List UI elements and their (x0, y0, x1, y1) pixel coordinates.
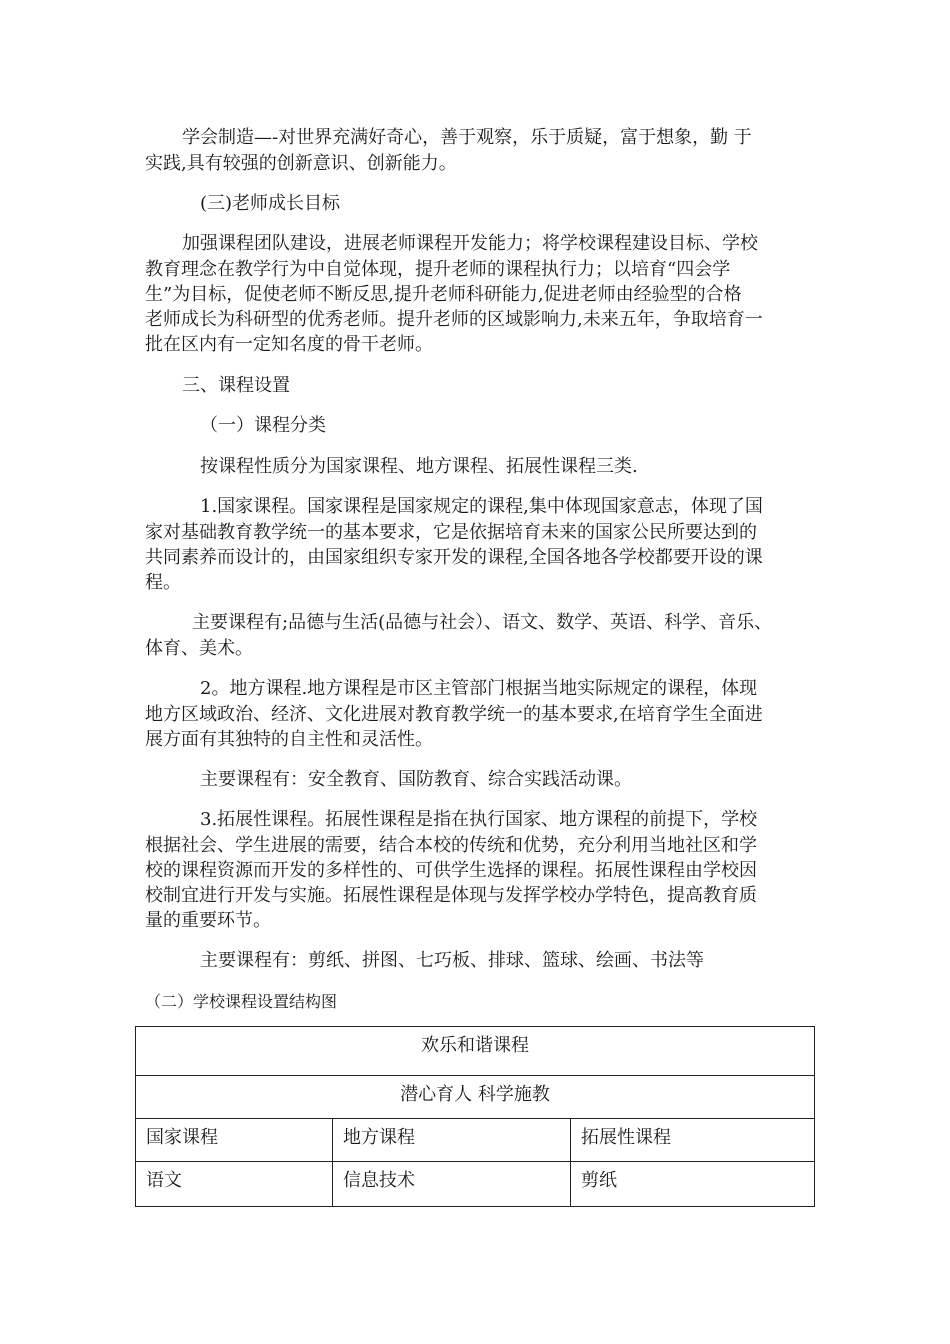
curriculum-structure-table (135, 1026, 815, 1207)
table-row (136, 1027, 815, 1076)
table-header-row (136, 1119, 815, 1162)
paragraph-line: 2。地方课程.地方课程是市区主管部门根据当地实际规定的课程，体现 (200, 678, 758, 699)
paragraph-line: 学会制造—-对世界充满好奇心，善于观察，乐于质疑，富于想象，勤 于 (182, 127, 752, 148)
paragraph-line: 主要课程有：安全教育、国防教育、综合实践活动课。 (200, 769, 632, 790)
table-header-cell: 拓展性课程 (571, 1119, 815, 1162)
section-heading-teacher-goals: (三)老师成长目标 (200, 193, 341, 214)
paragraph-line: 校制宜进行开发与实施。拓展性课程是体现与发挥学校办学特色，提高教育质 (145, 885, 757, 906)
paragraph-line: 批在区内有一定知名度的骨干老师。 (145, 334, 433, 355)
paragraph-line: 家对基础教育教学统一的基本要求，它是依据培育未来的国家公民所要达到的 (145, 522, 757, 543)
table-cell: 语文 (136, 1162, 333, 1207)
paragraph-line: 按课程性质分为国家课程、地方课程、拓展性课程三类. (200, 456, 638, 477)
paragraph-line: 体育、美术。 (145, 638, 253, 659)
paragraph-line: 主要课程有;品德与生活(品德与社会）、语文、数学、英语、科学、音乐、 (192, 612, 773, 633)
table-subtitle-cell: 潜心育人 科学施教 (136, 1076, 815, 1119)
table-cell: 信息技术 (333, 1162, 571, 1207)
subsection-heading-classification: （一）课程分类 (200, 415, 326, 436)
paragraph-line: 量的重要环节。 (145, 910, 271, 931)
paragraph-line: 根据社会、学生进展的需要，结合本校的传统和优势，充分利用当地社区和学 (145, 835, 757, 856)
paragraph-line: 教育理念在教学行为中自觉体现，提升老师的课程执行力；以培育“四会学 (145, 259, 731, 280)
table-header-cell: 国家课程 (136, 1119, 333, 1162)
paragraph-line: 校的课程资源而开发的多样性的、可供学生选择的课程。拓展性课程由学校因 (145, 860, 757, 881)
paragraph-line: 共同素养而设计的，由国家组织专家开发的课程,全国各地各学校都要开设的课 (145, 547, 763, 568)
subsection-heading-structure: （二）学校课程设置结构图 (145, 992, 338, 1011)
paragraph-line: 生”为目标，促使老师不断反思,提升老师科研能力,促进老师由经验型的合格 (145, 284, 742, 305)
table-title-cell: 欢乐和谐课程 (136, 1027, 815, 1076)
paragraph-line: 3.拓展性课程。拓展性课程是指在执行国家、地方课程的前提下，学校 (200, 809, 758, 830)
paragraph-line: 主要课程有：剪纸、拼图、七巧板、排球、篮球、绘画、书法等 (200, 950, 704, 971)
paragraph-line: 1.国家课程。国家课程是国家规定的课程,集中体现国家意志，体现了国 (200, 496, 763, 517)
paragraph-line: 实践,具有较强的创新意识、创新能力。 (145, 153, 457, 174)
table-row (136, 1162, 815, 1207)
table-cell: 剪纸 (571, 1162, 815, 1207)
table-header-cell: 地方课程 (333, 1119, 571, 1162)
paragraph-line: 地方区域政治、经济、文化进展对教育教学统一的基本要求,在培育学生全面进 (145, 704, 763, 725)
table-row (136, 1076, 815, 1119)
paragraph-line: 展方面有其独特的自主性和灵活性。 (145, 729, 433, 750)
paragraph-line: 老师成长为科研型的优秀老师。提升老师的区域影响力,未来五年，争取培育一 (145, 309, 763, 330)
paragraph-line: 程。 (145, 572, 181, 593)
section-heading-curriculum: 三、课程设置 (182, 375, 290, 396)
paragraph-line: 加强课程团队建设，进展老师课程开发能力；将学校课程建设目标、学校 (182, 233, 758, 254)
